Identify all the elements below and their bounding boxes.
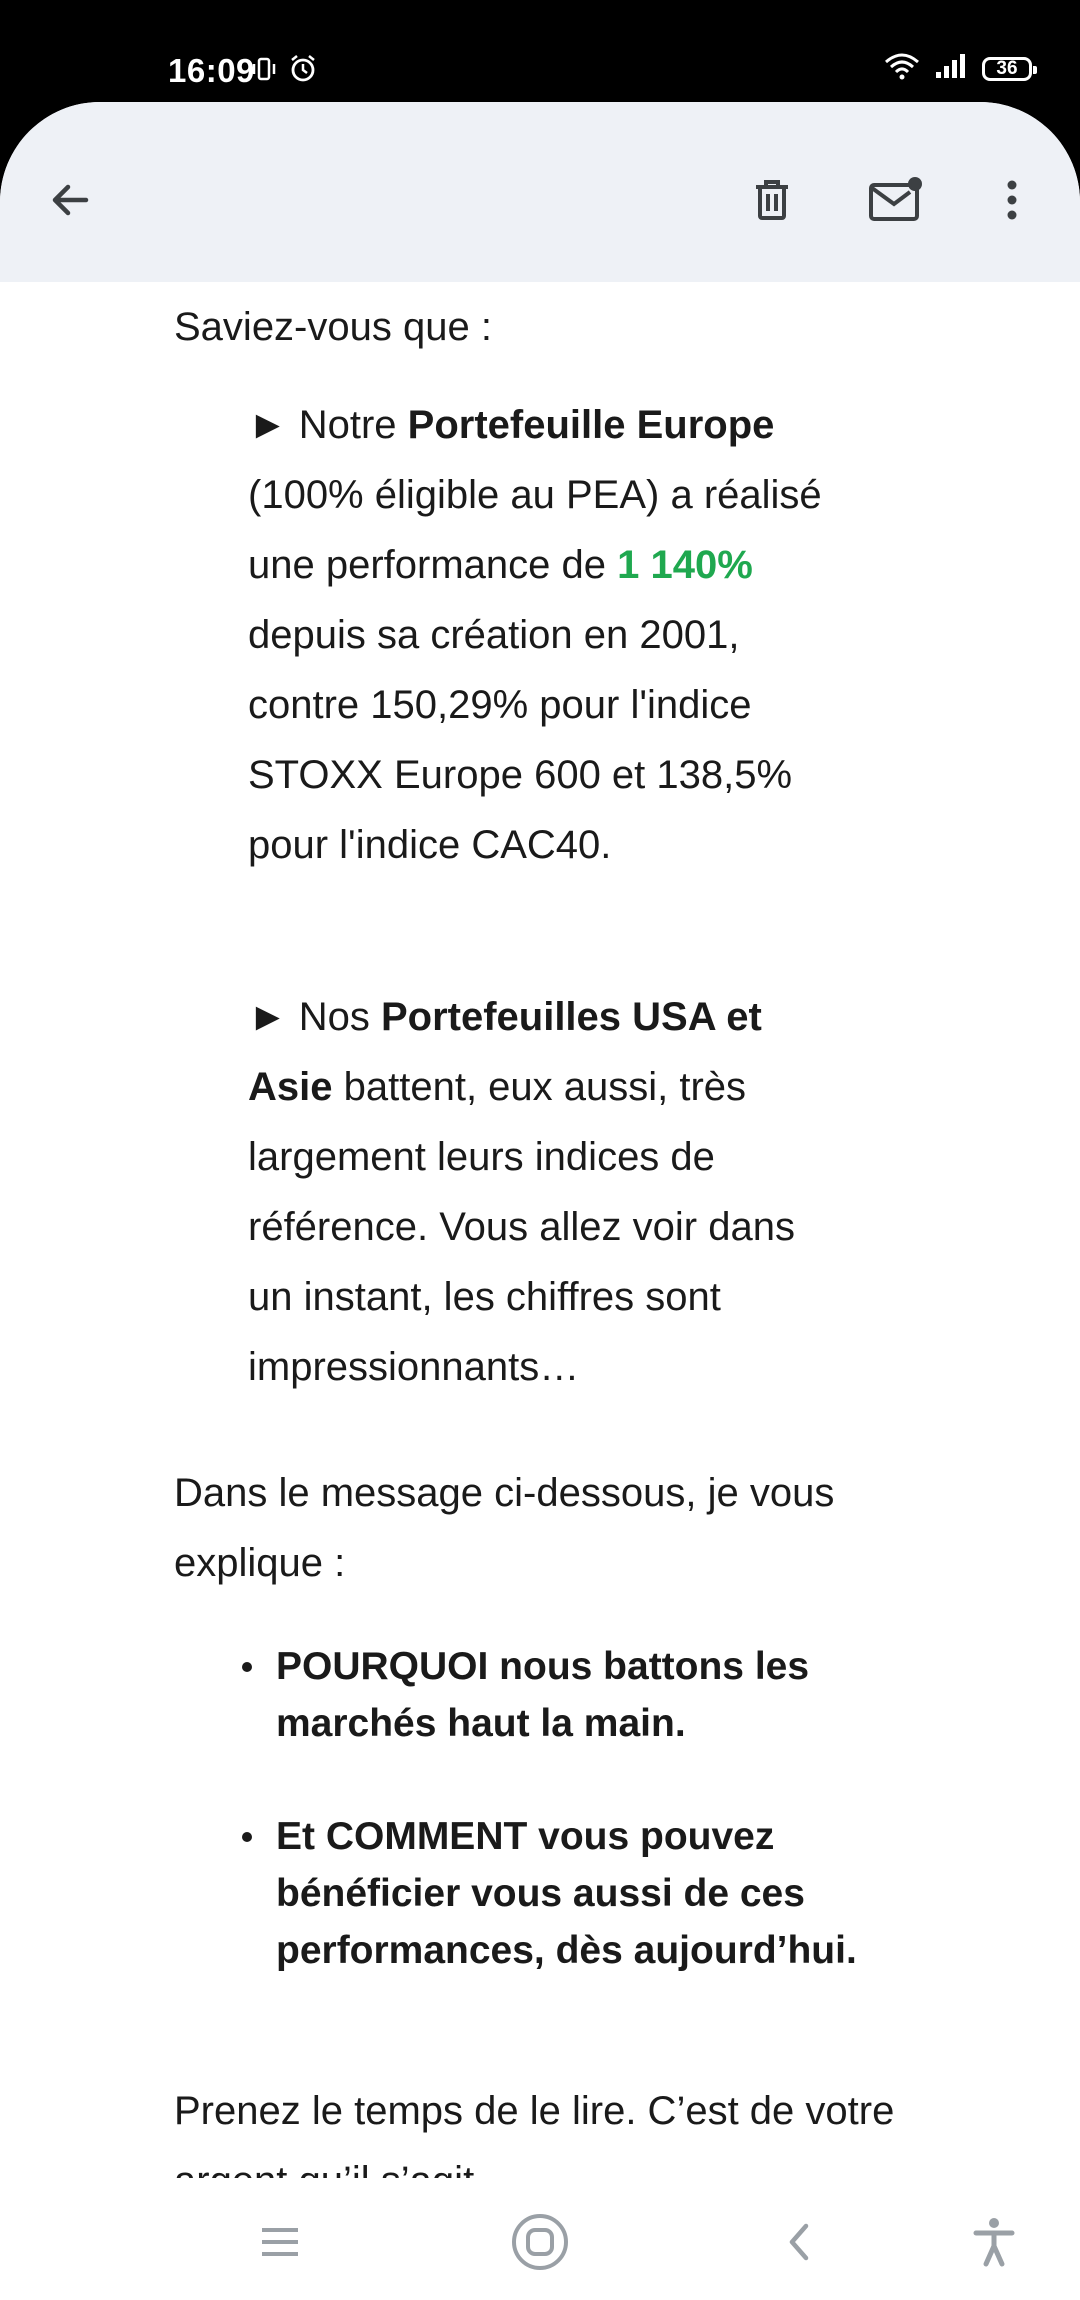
status-left-icons <box>250 54 318 89</box>
block2-bold: Portefeuilles USA et Asie <box>248 995 762 1109</box>
europe-portfolio-paragraph <box>248 390 848 880</box>
trash-icon <box>748 176 796 224</box>
battery-icon <box>982 57 1032 81</box>
block1-bold: Portefeuille Europe <box>407 403 775 447</box>
intro-text: Saviez-vous que : <box>174 305 492 349</box>
block2-text-2: battent, eux aussi, très largement leurs indices de référence. Vous allez voir dans un instant, les chiffres sont impressionnants… <box>248 1065 795 1389</box>
email-view <box>0 102 1080 2300</box>
top-app-bar <box>0 102 1080 282</box>
home-icon <box>510 2212 570 2272</box>
block1-text-2: (100% éligible au PEA) a réalisé une performance de <box>248 473 822 587</box>
back-button[interactable] <box>34 164 106 236</box>
vibrate-icon <box>250 55 278 88</box>
mail-unread-icon <box>867 176 925 224</box>
block1-text-1: Notre <box>287 403 408 447</box>
arrow-back-icon <box>46 176 94 224</box>
block1-text-3: depuis sa création en 2001, contre 150,29% pour l'indice STOXX Europe 600 et 138,5% pour l'indice CAC40. <box>248 613 793 867</box>
status-right-icons <box>884 52 1032 85</box>
email-body <box>0 282 1080 2280</box>
closing-text: Prenez le temps de le lire. C’est de votre <box>174 2089 895 2133</box>
accessibility-icon <box>970 2216 1018 2268</box>
nav-accessibility-button[interactable] <box>958 2206 1030 2278</box>
back-icon <box>780 2218 820 2266</box>
menu-icon <box>258 2222 302 2262</box>
status-bar <box>0 0 1080 110</box>
system-nav-bar <box>0 2178 1080 2300</box>
nav-menu-button[interactable] <box>244 2206 316 2278</box>
delete-button[interactable] <box>736 164 808 236</box>
nav-back-button[interactable] <box>764 2206 836 2278</box>
list-item: Et COMMENT vous pouvez bénéficier vous aussi de ces performances, dès aujourd’hui. <box>238 1808 918 1979</box>
arrow-bullet-2: ► <box>248 995 288 1039</box>
nav-home-button[interactable] <box>504 2206 576 2278</box>
more-options-button[interactable] <box>976 164 1048 236</box>
signal-icon <box>934 52 968 85</box>
alarm-icon <box>288 54 318 89</box>
explain-text: Dans le message ci-dessous, je vous explique : <box>174 1471 835 1585</box>
status-time: 16:09 <box>168 52 255 89</box>
block2-text-1: Nos <box>287 995 381 1039</box>
list-item: POURQUOI nous battons les marchés haut la main. <box>238 1638 918 1752</box>
wifi-icon <box>884 52 920 85</box>
bullet-list <box>238 1638 918 1979</box>
usa-asia-portfolio-paragraph <box>248 982 848 1402</box>
arrow-bullet-1: ► <box>248 403 288 447</box>
battery-level: 36 <box>996 57 1018 79</box>
mark-unread-button[interactable] <box>860 164 932 236</box>
performance-value: 1 140% <box>617 543 753 587</box>
more-vert-icon <box>1002 176 1022 224</box>
